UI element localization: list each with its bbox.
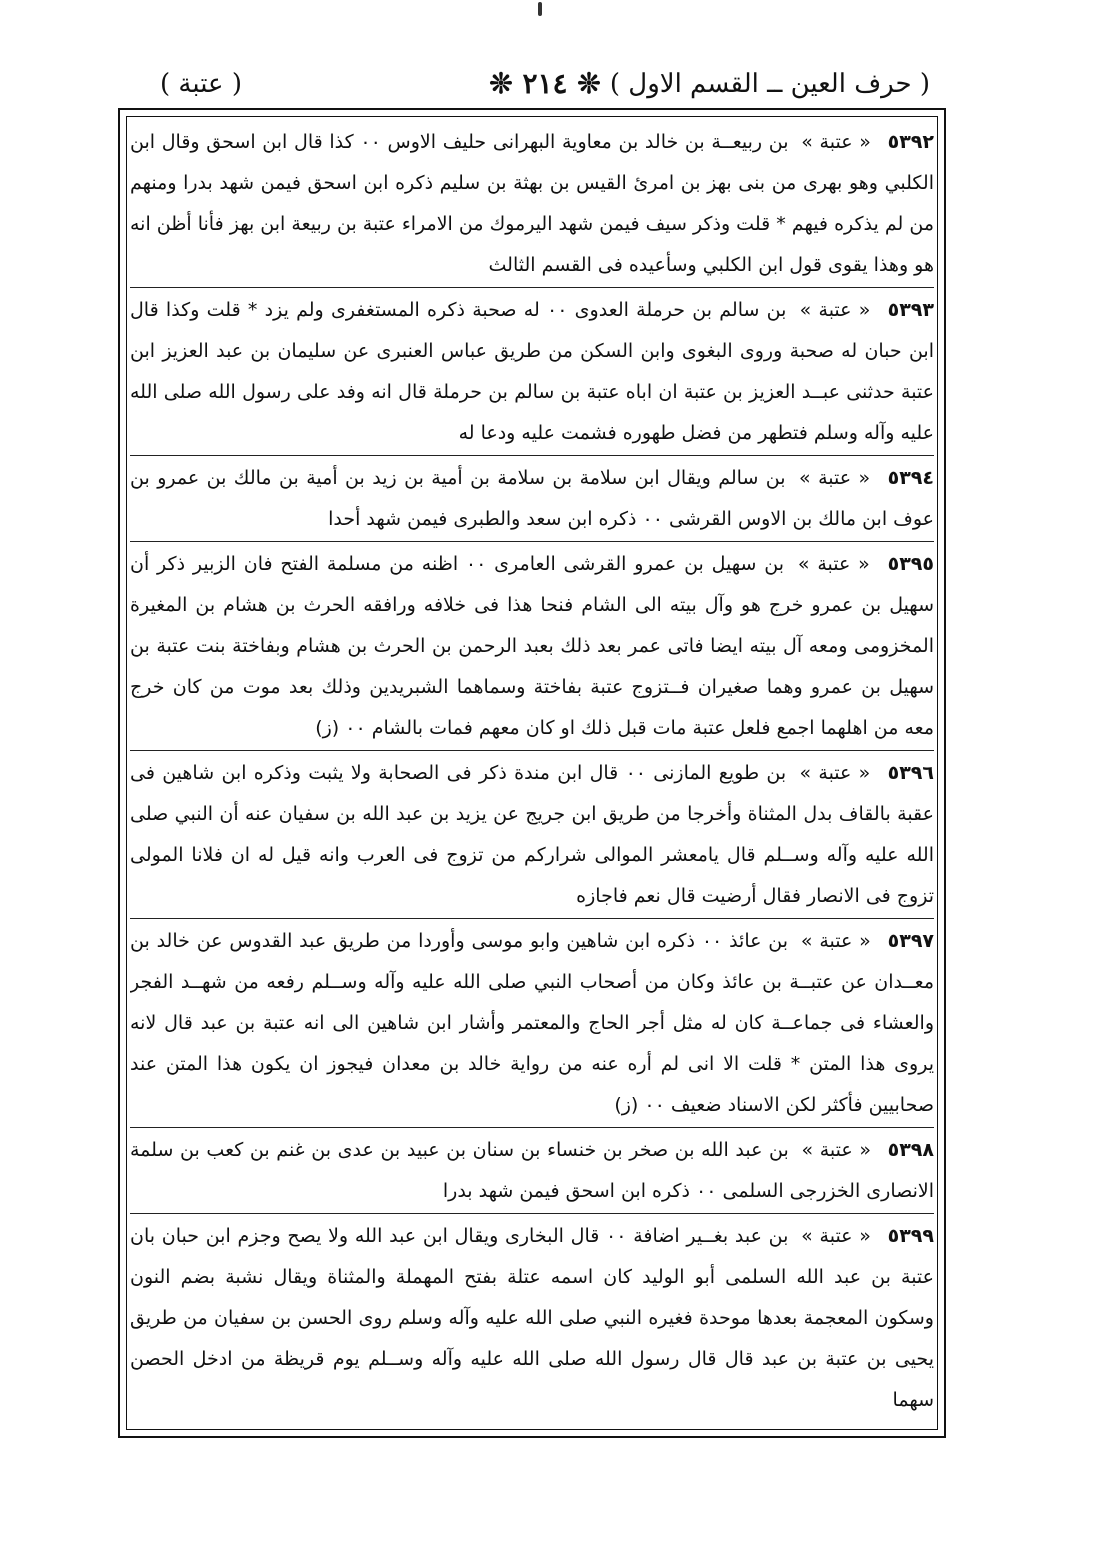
entry: [130, 753, 934, 919]
entry-number: ٥٣٩٢: [887, 131, 934, 153]
entry-name: « عتبة »: [799, 467, 871, 489]
entry-text: بن طويع المازنى ٠٠ قال ابن مندة ذكر فى الصحابة ولا يثبت وذكره ابن شاهين فى عقبة بالقاف بدل المثناة وأخرجا من طريق ابن جريج عن يزيد بن عبد الله بن سفيان عنه أن النبي صلى الله عليه وآله وســلم قال يامعشر الموالى شراركم من تزوج فى العرب وانه قيل له ان فلانا المولى تزوج فى الانصار فقال أرضيت قال نعم فاجازه: [130, 762, 934, 907]
entry-number: ٥٣٩٦: [887, 762, 934, 784]
entry-number: ٥٣٩٤: [887, 467, 934, 489]
entry-number: ٥٣٩٨: [887, 1139, 934, 1161]
entry: [130, 1216, 934, 1422]
entry-name: « عتبة »: [799, 299, 871, 321]
entry-text: بن عبد الله بن صخر بن خنساء بن سنان بن عبيد بن عدى بن غنم بن كعب بن سلمة الانصارى الخزرجى السلمى ٠٠ ذكره ابن اسحق فيمن شهد بدرا: [130, 1139, 934, 1202]
entry-name: « عتبة »: [801, 1139, 871, 1161]
entry-text: بن سالم بن حرملة العدوى ٠٠ له صحبة ذكره المستغفرى ولم يزد * قلت وكذا قال ابن حبان له صحبة وروى البغوى وابن السكن من طريق عباس العنبرى عن سليمان بن عبد العزيز ابن عتبة حدثنى عبــد العزيز بن عتبة ان اباه عتبة بن سالم بن حرملة قال انه وفد على رسول الله صلى الله عليه وآله وسلم فتطهر من فضل طهوره فشمت عليه ودعا له: [130, 299, 934, 444]
page-top-mark: [538, 2, 542, 16]
page-number: ❊ ٢١٤ ❊: [489, 67, 601, 100]
entry-name: « عتبة »: [799, 762, 871, 784]
entry-number: ٥٣٩٩: [887, 1225, 934, 1247]
entry: [130, 122, 934, 288]
entry-name: « عتبة »: [801, 131, 871, 153]
entry: [130, 921, 934, 1128]
entry-text: بن سهيل بن عمرو القرشى العامرى ٠٠ اظنه من مسلمة الفتح فان الزبير ذكر أن سهيل بن عمرو خرج هو وآل بيته الى الشام فنحا هذا فى خلافه ورافقه الحرث بن هشام بن المغيرة المخزومى ومعه آل بيته ايضا فاتى عمر بعد ذلك بعبد الرحمن بن الحرث بن هشام وبفاختة بنت عتبة بن سهيل بن عمرو وهما صغيران فــتزوج عتبة بفاختة وسماهما الشبريدين وذلك بعد موت من كان خرج معه من اهلهما اجمع فلعل عتبة مات قبل ذلك او كان معهم فمات بالشام ٠٠ (ز): [130, 553, 934, 739]
entry-name: « عتبة »: [797, 553, 870, 575]
entry-number: ٥٣٩٥: [887, 553, 934, 575]
entry-text: بن ربيعــة بن خالد بن معاوية البهرانى حليف الاوس ٠٠ كذا قال ابن اسحق وقال ابن الكلبي وهو بهرى من بنى بهز بن امرئ القيس بن بهثة بن سليم ذكره ابن اسحق فيمن شهد بدرا ومنهم من لم يذكره فيهم * قلت وذكر سيف فيمن شهد اليرموك من الامراء عتبة بن ربيعة ابن بهز فأنا أظن انه هو وهذا يقوى قول ابن الكلبي وسأعيده فى القسم الثالث: [130, 131, 934, 276]
running-head: ( عتبة ): [160, 69, 242, 99]
section-title: ( حرف العين ــ القسم الاول ): [609, 69, 930, 99]
entry-text: بن عائذ ٠٠ ذكره ابن شاهين وابو موسى وأوردا من طريق عبد القدوس عن خالد بن معــدان عن عتبــة بن عائذ وكان من أصحاب النبي صلى الله عليه وآله وســلم رفعه من شهــد الفجر والعشاء فى جماعــة كان له مثل أجر الحاج والمعتمر وأشار ابن شاهين الى انه عتبة بن عبد قال لانه يروى هذا المتن * قلت الا انى لم أره عنه من رواية خالد بن معدان فيجوز ان يكون هذا المتن عند صحابيين فأكثر لكن الاسناد ضعيف ٠٠ (ز): [130, 930, 934, 1116]
entry-name: « عتبة »: [800, 930, 871, 952]
entry: [130, 544, 934, 751]
page-header: [160, 64, 930, 104]
entry-text: بن سالم ويقال ابن سلامة بن سلامة بن أمية بن زيد بن أمية بن مالك بن عمرو بن عوف ابن مالك بن الاوس القرشى ٠٠ ذكره ابن سعد والطبرى فيمن شهد أحدا: [130, 467, 934, 530]
entry: [130, 458, 934, 542]
entry-name: « عتبة »: [801, 1225, 871, 1247]
entry: [130, 1130, 934, 1214]
entry-text: بن عبد بغــير اضافة ٠٠ قال البخارى ويقال ابن عبد الله ولا يصح وجزم ابن حبان بان عتبة بن عبد الله السلمى أبو الوليد كان اسمه عتلة بفتح المهملة والمثناة ويقال نشبة بضم النون وسكون المعجمة بعدها موحدة فغيره النبي صلى الله عليه وآله وسلم روى الحسن بن سفيان من طريق يحيى بن عتبة بن عبد قال قال رسول الله صلى الله عليه وآله وســلم يوم قريظة من ادخل الحصن سهما: [130, 1225, 934, 1411]
entry-number: ٥٣٩٧: [887, 930, 934, 952]
entry: [130, 290, 934, 456]
page-body: [130, 122, 934, 1422]
entry-number: ٥٣٩٣: [887, 299, 934, 321]
